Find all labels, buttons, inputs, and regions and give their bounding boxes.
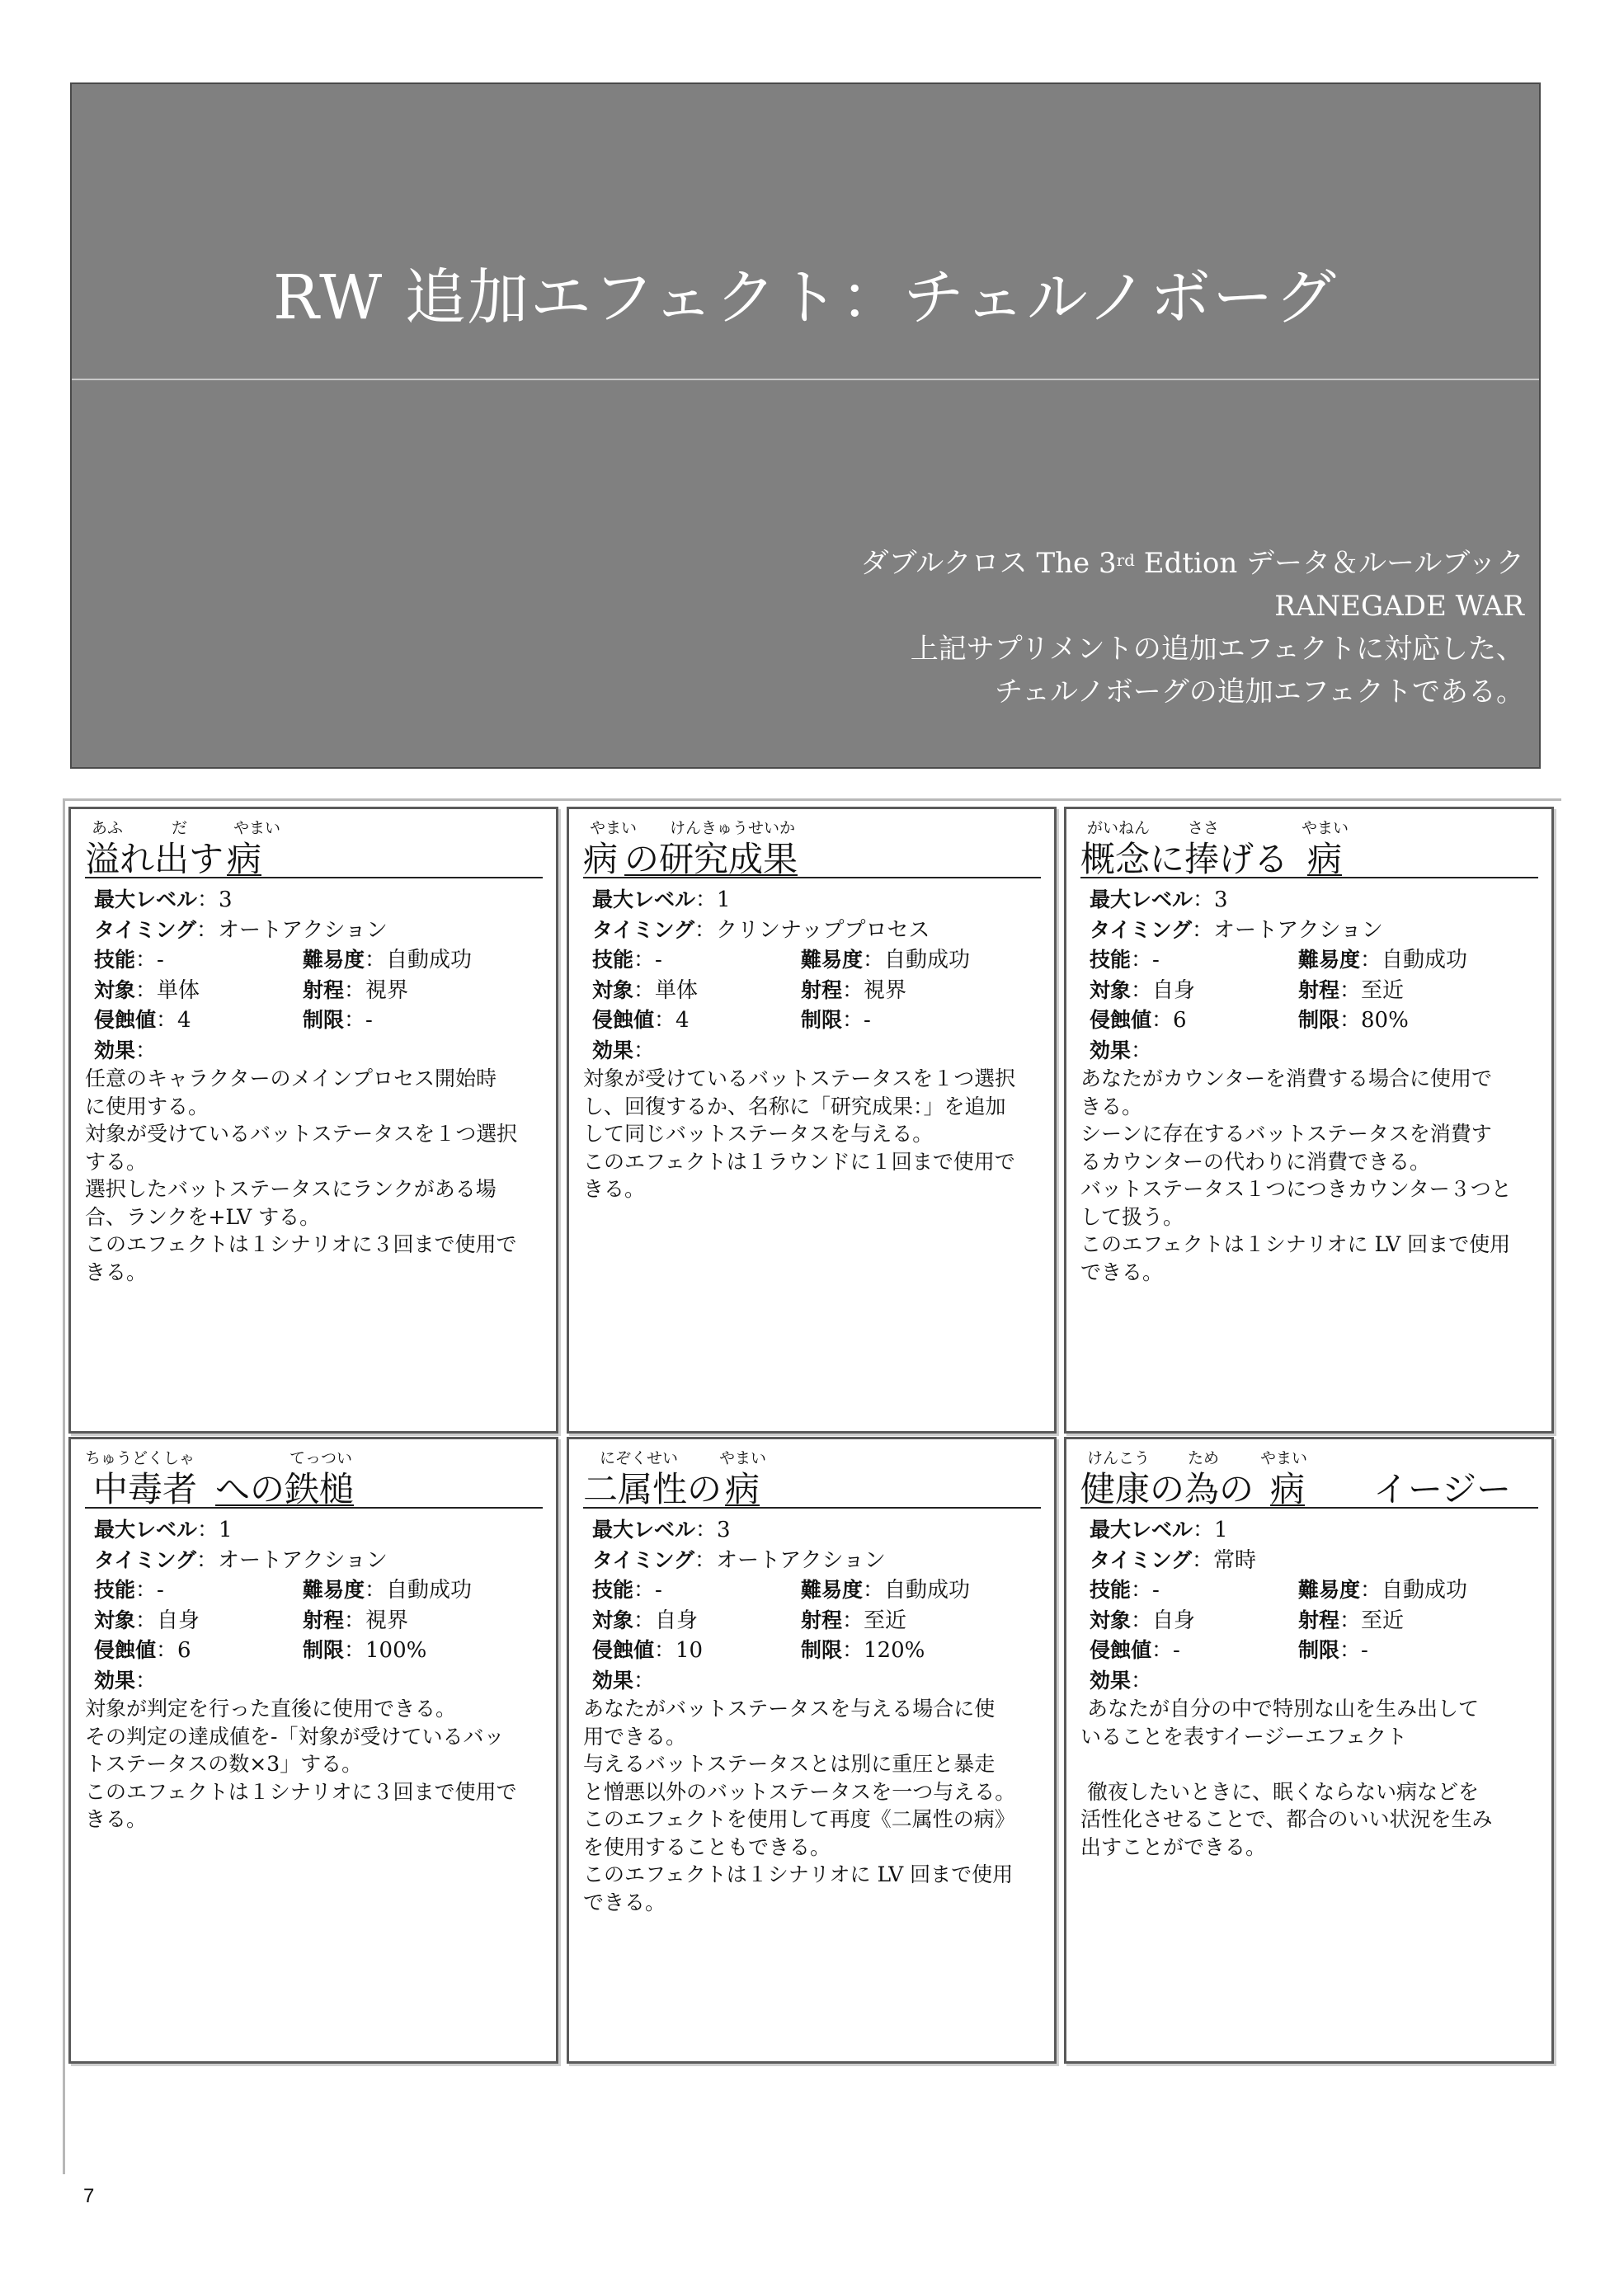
stat-value: ：1 — [695, 888, 731, 912]
stat-label: タイミング — [1090, 1547, 1193, 1572]
stat-value: ：100% — [344, 1638, 427, 1663]
stat-label: 最大レベル — [94, 888, 198, 911]
ruby-text: ため — [1188, 1449, 1220, 1467]
stat-label: 侵蝕値 — [94, 1638, 157, 1662]
stat-value: ：オートアクション — [1192, 917, 1383, 943]
effect-name: 中毒者 — [93, 1469, 198, 1509]
effect-card — [1064, 1437, 1554, 2064]
stat-label: 最大レベル — [1090, 1518, 1193, 1542]
effect-title — [1080, 1441, 1538, 1509]
stat-label: 技能 — [592, 1578, 634, 1602]
page-number: 7 — [83, 2185, 95, 2207]
stat-label: 制限 — [801, 1008, 843, 1032]
stat-value: ：3 — [1193, 888, 1228, 912]
stat-value: ：単体 — [135, 977, 200, 1003]
stat-value: ：- — [1339, 1638, 1368, 1663]
effect-name-disease: 病 — [725, 1469, 760, 1509]
stat-value: ：自動成功 — [863, 1578, 971, 1603]
stat-value: ：4 — [156, 1008, 191, 1033]
desc-line-1: ダブルクロス The 3rd Edtion データ＆ルールブック — [860, 547, 1524, 580]
stat-label: 難易度 — [1298, 948, 1361, 972]
title-row — [583, 836, 1041, 877]
ruby-text: ささ — [1188, 819, 1220, 837]
stat-label: 射程 — [303, 977, 345, 1002]
ruby-text: やまい — [233, 819, 281, 837]
effect-name: 二属性の — [583, 1469, 723, 1509]
stat-value: ：至近 — [842, 1608, 907, 1633]
header-divider — [72, 379, 1539, 380]
stat-value: ：- — [344, 1008, 373, 1033]
effect-card — [68, 807, 558, 1434]
ruby-row — [1080, 1446, 1538, 1467]
stat-value: ：自動成功 — [1360, 1578, 1468, 1603]
stat-label: タイミング — [1090, 917, 1193, 942]
stat-label: 対象 — [592, 1608, 634, 1632]
easy-tag: イージー — [1373, 1469, 1512, 1509]
effect-stats — [1090, 885, 1539, 1066]
header-banner — [70, 82, 1541, 769]
stat-value: ：視界 — [344, 977, 409, 1003]
stat-value: ：80% — [1339, 1008, 1409, 1033]
stat-value: ：- — [1131, 948, 1160, 972]
title-row — [583, 1466, 1041, 1507]
ruby-row — [583, 1446, 1041, 1467]
stat-value: ： — [1131, 1038, 1153, 1063]
stat-value: ：6 — [156, 1638, 191, 1663]
stat-value: ：3 — [695, 1518, 731, 1542]
effect-description: あなたがカウンターを消費する場合に使用で きる。 シーンに存在するバットステータスを消費す るカウンターの代わりに消費できる。 バットステータス１つにつきカウンター３つと して扱う。 このエフェクトは１シナリオに LV 回まで使用 できる。 — [1080, 1066, 1512, 1284]
effect-card — [1064, 807, 1554, 1434]
ruby-row — [583, 816, 1041, 837]
effect-stats — [94, 885, 544, 1066]
stat-value: ：オートアクション — [694, 1547, 886, 1573]
stat-label: 最大レベル — [592, 1518, 696, 1542]
stat-value: ： — [1131, 1668, 1153, 1693]
stat-label: 難易度 — [303, 948, 365, 972]
ruby-text: あふ — [92, 819, 124, 837]
effect-title — [583, 811, 1041, 878]
stat-value: ：自動成功 — [863, 948, 971, 972]
ruby-text: だ — [172, 819, 188, 837]
title-row — [85, 1466, 543, 1507]
ruby-text: やまい — [1302, 819, 1349, 837]
stat-value: ：至近 — [1339, 1608, 1405, 1633]
stat-label: 効果 — [94, 1668, 136, 1693]
stat-value: ：6 — [1151, 1008, 1187, 1033]
effect-stats — [94, 1515, 544, 1696]
stat-label: 最大レベル — [94, 1518, 198, 1542]
title-row — [85, 836, 543, 877]
stat-value: ：- — [842, 1008, 871, 1033]
stat-value: ：常時 — [1192, 1547, 1257, 1573]
stat-value: ：自動成功 — [365, 948, 473, 972]
effect-card — [567, 1437, 1057, 2064]
effect-name: 健康の為の — [1080, 1469, 1254, 1509]
effect-description: あなたがバットステータスを与える場合に使 用できる。 与えるバットステータスとは別に重圧と暴走 と憎悪以外のバットステータスを一つ与える。 このエフェクトを使用して再度《二属性の病》 を使用することもできる。 このエフェクトは１シナリオに LV 回まで使用 できる。 — [583, 1697, 1016, 1914]
stat-value: ： — [633, 1038, 656, 1063]
effect-name-disease: 病 — [1307, 839, 1343, 879]
stat-label: 制限 — [303, 1008, 345, 1032]
stat-value: ：視界 — [344, 1608, 409, 1633]
stat-value: ：1 — [1193, 1518, 1228, 1542]
ruby-row — [1080, 816, 1538, 837]
stat-label: 射程 — [303, 1608, 345, 1632]
desc-line-2: RANEGADE WAR — [1274, 590, 1524, 623]
effect-title — [85, 1441, 543, 1509]
ruby-text: やまい — [719, 1449, 767, 1467]
effect-description: 対象が判定を行った直後に使用できる。 その判定の達成値を-「対象が受けているバッ トステータスの数×3」する。 このエフェクトは１シナリオに３回まで使用で きる。 — [85, 1697, 517, 1831]
stat-label: 制限 — [801, 1638, 843, 1662]
stat-label: 技能 — [1090, 1578, 1132, 1602]
stat-value: ：視界 — [842, 977, 907, 1003]
stat-value: ：- — [633, 948, 662, 972]
stat-value: ：単体 — [633, 977, 699, 1003]
stat-value: ：- — [1131, 1578, 1160, 1603]
stat-value: ：120% — [842, 1638, 925, 1663]
header-description — [861, 542, 1524, 713]
stat-value: ：クリンナッププロセス — [694, 917, 930, 943]
stat-value: ：至近 — [1339, 977, 1405, 1003]
stat-label: タイミング — [592, 1547, 695, 1572]
stat-label: 技能 — [94, 948, 136, 972]
ruby-text: にぞくせい — [600, 1449, 679, 1467]
stat-value: ：- — [135, 948, 164, 972]
effect-name-disease: への鉄槌 — [215, 1469, 355, 1509]
stat-label: 対象 — [94, 1608, 136, 1632]
stat-label: 侵蝕値 — [592, 1638, 655, 1662]
effect-name-disease: 病 — [1270, 1469, 1306, 1509]
stat-label: 技能 — [1090, 948, 1132, 972]
stat-value: ：自動成功 — [1360, 948, 1468, 972]
stat-value: ：1 — [197, 1518, 233, 1542]
stat-label: 難易度 — [303, 1578, 365, 1602]
effect-card — [68, 1437, 558, 2064]
effect-stats — [592, 885, 1042, 1066]
effect-description: 対象が受けているバットステータスを１つ選択 し、回復するか、名称に「研究成果：」を追加 して同じバットステータスを与える。 このエフェクトは１ラウンドに１回まで使用で きる。 — [583, 1066, 1016, 1201]
stat-value: ：- — [135, 1578, 164, 1603]
ruby-text: けんきゅうせいか — [670, 819, 796, 837]
effect-title — [583, 1441, 1041, 1509]
effect-description: あなたが自分の中で特別な山を生み出して いることを表すイージーエフェクト 徹夜したいときに、眠くならない病などを 活性化させることで、都合のいい状況を生み 出すことができる。 — [1080, 1697, 1493, 1859]
stat-value: ：4 — [654, 1008, 690, 1033]
stat-value: ：自身 — [1131, 1608, 1196, 1633]
stat-label: 射程 — [801, 977, 843, 1002]
stat-label: 制限 — [303, 1638, 345, 1662]
stat-value: ：- — [633, 1578, 662, 1603]
stat-value: ：自動成功 — [365, 1578, 473, 1603]
stat-label: 難易度 — [1298, 1578, 1361, 1602]
stat-value: ：自身 — [633, 1608, 699, 1633]
stat-value: ：オートアクション — [196, 917, 388, 943]
stat-label: 侵蝕値 — [592, 1008, 655, 1032]
desc-line-3: 上記サプリメントの追加エフェクトに対応した、 — [910, 633, 1524, 666]
stat-value: ：- — [1151, 1638, 1180, 1663]
stat-label: 対象 — [592, 977, 634, 1002]
stat-label: 効果 — [1090, 1668, 1132, 1693]
ruby-text: てっつい — [289, 1449, 353, 1467]
ruby-text: けんこう — [1087, 1449, 1151, 1467]
stat-value: ：3 — [197, 888, 233, 912]
stat-label: 侵蝕値 — [94, 1008, 157, 1032]
stat-label: 制限 — [1298, 1638, 1340, 1662]
effect-name-disease: の研究成果 — [624, 839, 798, 879]
ruby-text: やまい — [1260, 1449, 1308, 1467]
stat-label: 技能 — [592, 948, 634, 972]
effect-card — [567, 807, 1057, 1434]
page-title: RW 追加エフェクト：チェルノボーグ — [273, 262, 1338, 333]
ruby-text: ちゅうどくしゃ — [85, 1449, 195, 1467]
stat-label: 最大レベル — [592, 888, 696, 911]
stat-label: 効果 — [1090, 1038, 1132, 1062]
stat-label: 侵蝕値 — [1090, 1638, 1152, 1662]
desc-line-4: チェルノボーグの追加エフェクトである。 — [995, 676, 1524, 709]
effect-stats — [592, 1515, 1042, 1696]
stat-label: タイミング — [94, 917, 197, 942]
effect-stats — [1090, 1515, 1539, 1696]
effect-title — [1080, 811, 1538, 878]
ruby-text: やまい — [590, 819, 638, 837]
stat-label: 対象 — [1090, 977, 1132, 1002]
stat-value: ： — [633, 1668, 656, 1693]
stat-label: 侵蝕値 — [1090, 1008, 1152, 1032]
ruby-row — [85, 816, 543, 837]
stat-value: ：自身 — [1131, 977, 1196, 1003]
stat-label: タイミング — [592, 917, 695, 942]
stat-value: ：10 — [654, 1638, 704, 1663]
stat-value: ：自身 — [135, 1608, 200, 1633]
stat-label: 効果 — [94, 1038, 136, 1062]
ruby-row — [85, 1446, 543, 1467]
title-row — [1080, 1466, 1538, 1507]
stat-label: 射程 — [801, 1608, 843, 1632]
stat-label: 効果 — [592, 1668, 634, 1693]
stat-label: 最大レベル — [1090, 888, 1193, 911]
effect-name-disease: 病 — [227, 839, 262, 879]
effect-name: 概念に捧げる — [1080, 839, 1289, 879]
stat-label: 対象 — [94, 977, 136, 1002]
stat-label: 射程 — [1298, 977, 1340, 1002]
stat-label: 制限 — [1298, 1008, 1340, 1032]
stat-label: 技能 — [94, 1578, 136, 1602]
stat-label: 対象 — [1090, 1608, 1132, 1632]
stat-value: ： — [135, 1668, 158, 1693]
effect-name: 溢れ出す — [85, 839, 224, 879]
stat-value: ： — [135, 1038, 158, 1063]
effect-name: 病 — [583, 839, 619, 879]
effect-title — [85, 811, 543, 878]
ruby-text: がいねん — [1087, 819, 1151, 837]
effect-description: 任意のキャラクターのメインプロセス開始時 に使用する。 対象が受けているバットステータスを１つ選択 する。 選択したバットステータスにランクがある場 合、ランクを+LV する。 このエフェクトは１シナリオに３回まで使用で きる。 — [85, 1066, 518, 1284]
title-row — [1080, 836, 1538, 877]
stat-label: タイミング — [94, 1547, 197, 1572]
stat-value: ：オートアクション — [196, 1547, 388, 1573]
stat-label: 難易度 — [801, 948, 864, 972]
stat-label: 効果 — [592, 1038, 634, 1062]
stat-label: 難易度 — [801, 1578, 864, 1602]
stat-label: 射程 — [1298, 1608, 1340, 1632]
